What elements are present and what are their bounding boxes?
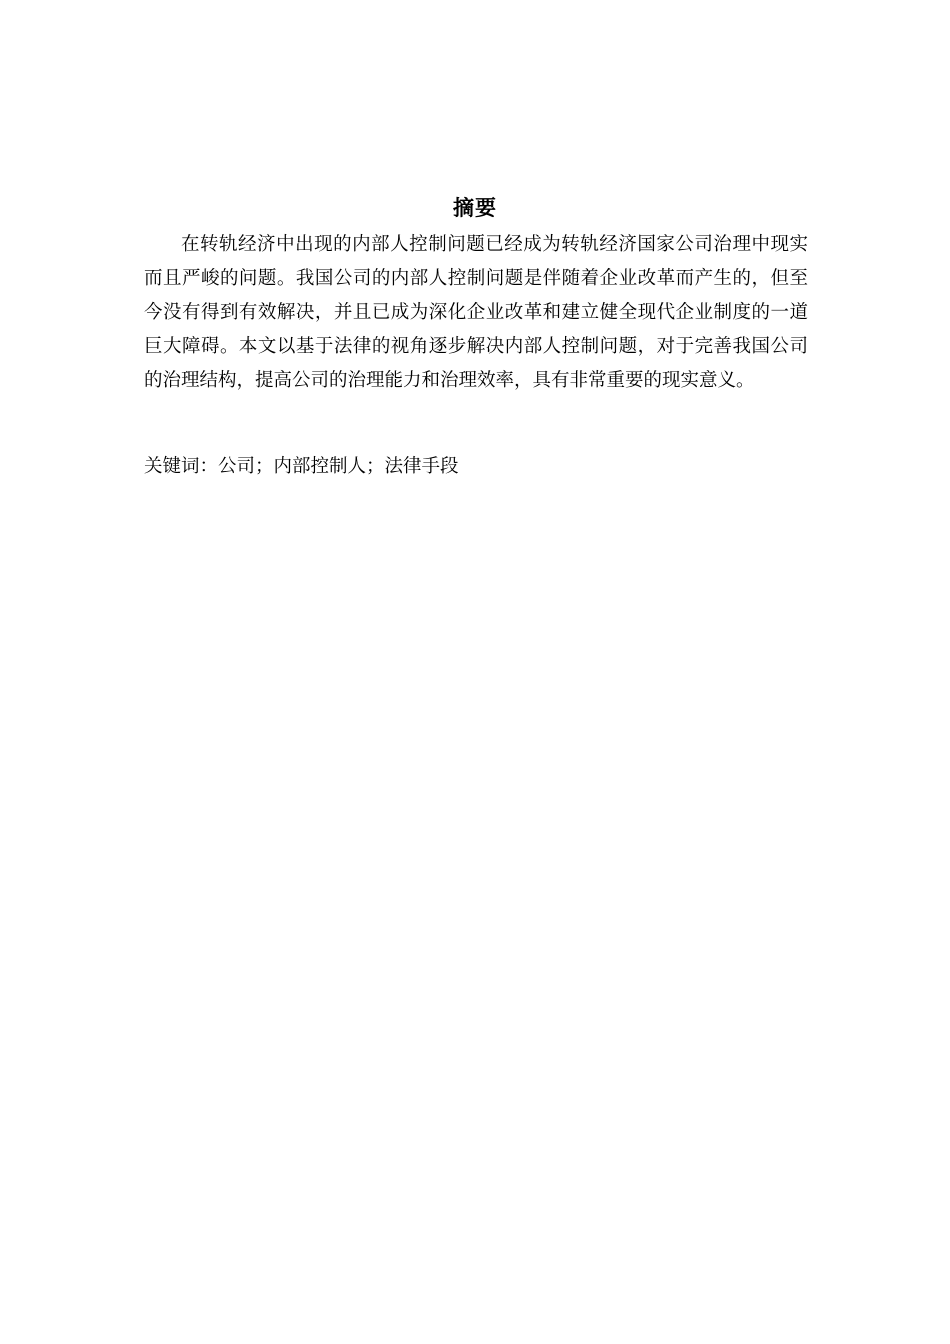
keywords-line: 关键词：公司；内部控制人；法律手段 [144,456,459,477]
abstract-body: 在转轨经济中出现的内部人控制问题已经成为转轨经济国家公司治理中现实而且严峻的问题。我国公司的内部人控制问题是伴随着企业改革而产生的，但至今没有得到有效解决，并且已成为深化企业改革和建立健全现代企业制度的一道巨大障碍。本文以基于法律的视角逐步解决内部人控制问题，对于完善我国公司的治理结构，提高公司的治理能力和治理效率，具有非常重要的现实意义。 [144,234,808,391]
abstract-title: 摘要 [453,196,497,220]
